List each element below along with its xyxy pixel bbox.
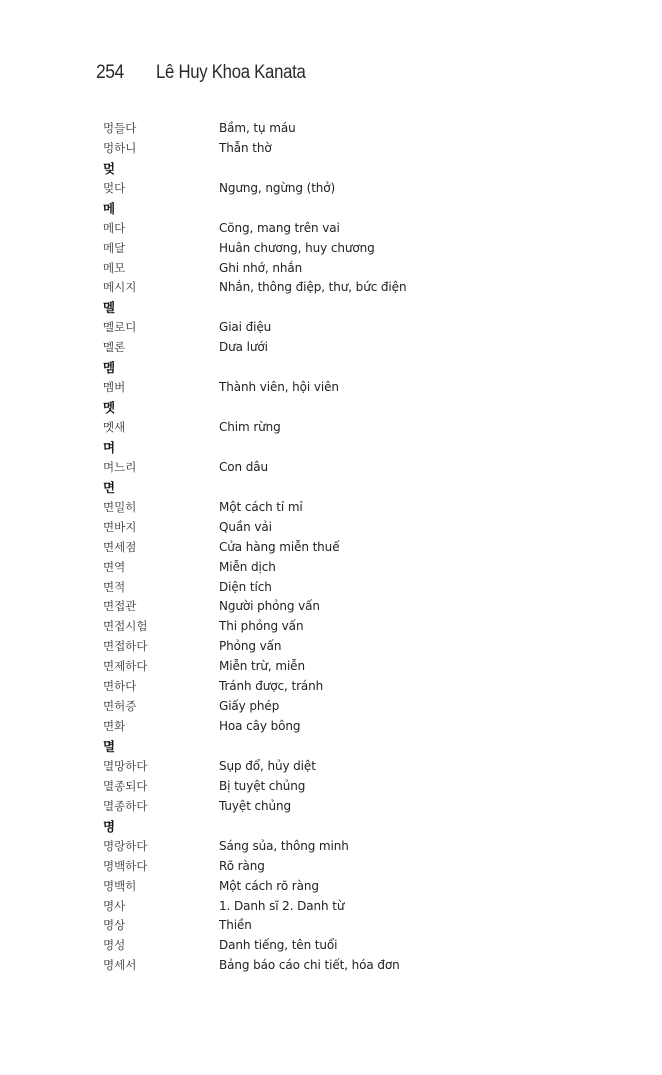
dictionary-entry [103,756,583,776]
book-title: Lê Huy Khoa Kanata [156,62,306,83]
vietnamese-meaning: Diện tích [219,579,272,594]
korean-word: 멍하니 [103,140,137,155]
vietnamese-meaning: Một cách rõ ràng [219,878,319,893]
vietnamese-meaning: Miễn dịch [219,559,276,574]
dictionary-entry [103,696,583,716]
section-heading [103,158,583,178]
section-heading [103,477,583,497]
dictionary-entry [103,118,583,138]
korean-word: 면밀히 [103,499,137,514]
page-number: 254 [96,62,124,83]
vietnamese-meaning: Miễn trừ, miễn [219,659,305,674]
korean-word: 면접시험 [103,619,148,634]
vietnamese-meaning: Rõ ràng [219,858,265,873]
dictionary-entry [103,716,583,736]
section-heading [103,816,583,836]
korean-word: 명랑하다 [103,838,148,853]
dictionary-entry [103,935,583,955]
korean-word: 멸종되다 [103,778,148,793]
korean-word: 멸망하다 [103,758,148,773]
section-heading-syllable: 메 [103,200,116,216]
section-heading-syllable: 멜 [103,300,116,316]
dictionary-entry [103,497,583,517]
vietnamese-meaning: Danh tiếng, tên tuổi [219,938,338,953]
korean-word: 명세서 [103,958,137,973]
section-heading-syllable: 명 [103,818,116,834]
korean-word: 멜로디 [103,320,137,335]
dictionary-entry [103,417,583,437]
vietnamese-meaning: Bầm, tụ máu [219,120,296,135]
page-header [96,62,326,90]
korean-word: 면적 [103,579,126,594]
dictionary-entry [103,597,583,617]
dictionary-entry [103,676,583,696]
vietnamese-meaning: Ngưng, ngừng (thở) [219,180,336,195]
vietnamese-meaning: Giai điệu [219,320,272,335]
dictionary-entry [103,955,583,975]
dictionary-entry [103,457,583,477]
korean-word: 메달 [103,240,126,255]
vietnamese-meaning: Chim rừng [219,420,281,435]
dictionary-entry [103,557,583,577]
dictionary-entry [103,577,583,597]
vietnamese-meaning: Thiền [219,918,252,933]
korean-word: 면접관 [103,599,137,614]
dictionary-entry [103,796,583,816]
korean-word: 명백히 [103,878,137,893]
dictionary-entry [103,377,583,397]
vietnamese-meaning: Sáng sủa, thông minh [219,838,349,853]
korean-word: 명상 [103,918,126,933]
korean-word: 명사 [103,898,126,913]
vietnamese-meaning: Huân chương, huy chương [219,240,375,255]
korean-word: 명백하다 [103,858,148,873]
vietnamese-meaning: Thành viên, hội viên [219,380,339,395]
korean-word: 면화 [103,719,126,734]
korean-word: 면허증 [103,699,137,714]
dictionary-entry [103,337,583,357]
dictionary-entry [103,537,583,557]
korean-word: 면세점 [103,539,137,554]
vietnamese-meaning: Một cách tỉ mỉ [219,499,303,514]
korean-word: 메시지 [103,280,137,295]
korean-word: 면하다 [103,679,137,694]
section-heading-syllable: 며 [103,439,116,455]
vietnamese-meaning: Sụp đổ, hủy diệt [219,758,316,773]
dictionary-entry [103,856,583,876]
section-heading [103,297,583,317]
korean-word: 멎다 [103,180,126,195]
section-heading [103,357,583,377]
korean-word: 명성 [103,938,126,953]
vietnamese-meaning: 1. Danh sĩ 2. Danh từ [219,898,345,913]
vietnamese-meaning: Ghi nhớ, nhắn [219,260,303,275]
vietnamese-meaning: Nhắn, thông điệp, thư, bức điện [219,280,407,295]
korean-word: 멍들다 [103,120,137,135]
vietnamese-meaning: Phỏng vấn [219,639,282,654]
vietnamese-meaning: Người phỏng vấn [219,599,320,614]
dictionary-entry [103,776,583,796]
section-heading [103,736,583,756]
korean-word: 멤버 [103,380,126,395]
dictionary-entry [103,656,583,676]
section-heading-syllable: 멸 [103,739,116,755]
dictionary-entry [103,238,583,258]
korean-word: 멸종하다 [103,798,148,813]
dictionary-entry [103,218,583,238]
vietnamese-meaning: Tránh được, tránh [219,679,324,694]
section-heading-syllable: 멤 [103,360,116,376]
korean-word: 멧새 [103,420,126,435]
dictionary-entry [103,636,583,656]
korean-word: 면바지 [103,519,137,534]
dictionary-entry [103,317,583,337]
dictionary-entry [103,178,583,198]
dictionary-entry [103,138,583,158]
dictionary-entry [103,836,583,856]
korean-word: 며느리 [103,459,137,474]
vietnamese-meaning: Giấy phép [219,699,280,714]
vietnamese-meaning: Cõng, mang trên vai [219,220,340,235]
section-heading-syllable: 면 [103,479,116,495]
korean-word: 메모 [103,260,126,275]
vietnamese-meaning: Bị tuyệt chủng [219,778,306,793]
korean-word: 면접하다 [103,639,148,654]
section-heading [103,437,583,457]
vietnamese-meaning: Con dâu [219,459,269,474]
korean-word: 멜론 [103,340,126,355]
vietnamese-meaning: Tuyệt chủng [219,798,292,813]
section-heading [103,198,583,218]
vietnamese-meaning: Hoa cây bông [219,719,301,734]
vietnamese-meaning: Quần vải [219,519,272,534]
dictionary-entry [103,278,583,298]
vietnamese-meaning: Thi phỏng vấn [219,619,304,634]
korean-word: 면역 [103,559,126,574]
dictionary-entry [103,896,583,916]
vietnamese-meaning: Dưa lưới [219,340,268,355]
section-heading-syllable: 멎 [103,160,116,176]
vietnamese-meaning: Thẫn thờ [219,140,272,155]
dictionary-entries [103,118,583,975]
vietnamese-meaning: Cửa hàng miễn thuế [219,539,340,554]
vietnamese-meaning: Bảng báo cáo chi tiết, hóa đơn [219,958,400,973]
dictionary-entry [103,876,583,896]
section-heading [103,397,583,417]
dictionary-entry [103,616,583,636]
korean-word: 면제하다 [103,659,148,674]
dictionary-entry [103,517,583,537]
dictionary-entry [103,916,583,936]
korean-word: 메다 [103,220,126,235]
dictionary-entry [103,258,583,278]
section-heading-syllable: 멧 [103,400,116,416]
